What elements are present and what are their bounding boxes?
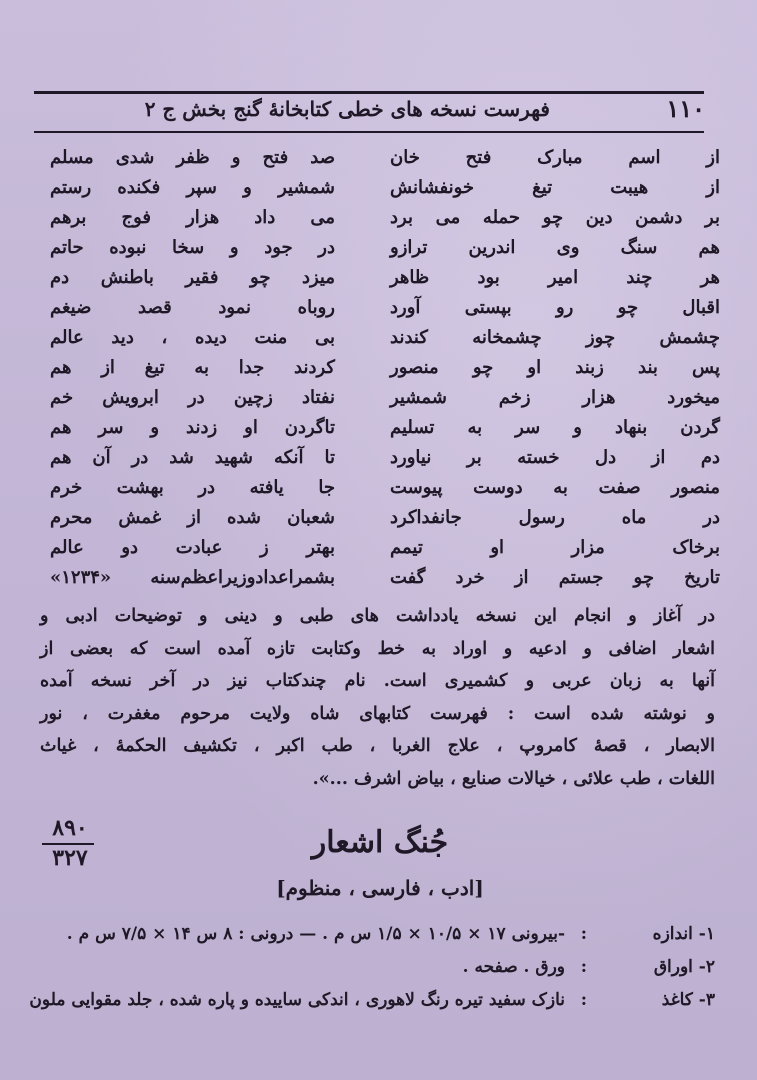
verse-line: شمشیر و سپر فکنده رستم [50, 177, 335, 198]
verse-line: جا یافته در بهشت خرم [50, 477, 335, 498]
verse-line: شعبان شده از غمش محرم [50, 507, 335, 528]
verse-line: میخورد هزار زخم شمشیر [390, 387, 720, 408]
page-number: ۱۱۰ [666, 94, 705, 123]
verse-line: منصور صفت به دوست پیوست [390, 477, 720, 498]
verse-line: روباه نمود قصد ضیغم [50, 297, 335, 318]
paragraph-line: آنها به زبان عربی و کشمیری است. نام چندکتاب نیز در آخر نسخه آمده [40, 671, 715, 691]
verse-line: گردن بنهاد و سر به تسلیم [390, 417, 720, 438]
verse-line: تاریخ چو جستم از خرد گفت [390, 567, 720, 588]
spec-value: ورق . صفحه . [462, 957, 565, 977]
paragraph-line: اللغات ، طب علائی ، خیالات صنایع ، بیاض اشرف ...». [312, 768, 715, 789]
verse-line: برخاک مزار او تیمم [390, 537, 720, 558]
header-top-rule [34, 91, 704, 94]
verse-line: دم از دل خسته بر نیاورد [390, 447, 720, 468]
catalog-number: ۳۲۷ [52, 845, 88, 871]
verse-line: هم سنگ وی اندرین ترازو [390, 237, 720, 258]
spec-label: ۱- اندازه [652, 924, 715, 944]
spec-value: نازک سفید تیره رنگ لاهوری ، اندکی ساییده و پاره شده ، جلد مقوایی ملون [29, 990, 565, 1010]
entry-number: ۸۹۰ [52, 815, 88, 841]
verse-line: می داد هزار فوج برهم [50, 207, 335, 228]
spec-label: ۳- کاغذ [661, 990, 715, 1010]
spec-label: ۲- اوراق [653, 957, 715, 977]
header-bottom-rule [34, 131, 704, 133]
entry-subtitle: [ادب ، فارسی ، منظوم] [276, 876, 484, 900]
paragraph-line: اشعار اضافی و ادعیه و اوراد به خط وکتابت تازه آمده است که بعضی از [40, 638, 715, 659]
spec-colon: : [580, 990, 587, 1010]
verse-line: در جود و سخا نبوده حاتم [50, 237, 335, 258]
running-header-title: فهرست نسخه های خطی کتابخانهٔ گنج بخش ج ۲ [144, 97, 550, 121]
paragraph-line: و نوشته شده است : فهرست کتابهای شاه ولایت مرحوم مغفرت ، نور [40, 703, 715, 724]
verse-line: کردند جدا به تیغ از هم [50, 357, 335, 378]
verse-line: بر دشمن دین چو حمله می برد [390, 207, 720, 228]
verse-line: نفتاد زچین در ابرویش خم [50, 387, 335, 408]
verse-line: هر چند امیر بود ظاهر [390, 267, 720, 288]
verse-line: پس بند زبند او چو منصور [390, 357, 720, 378]
verse-line: بهتر ز عبادت دو عالم [50, 537, 335, 558]
paragraph-line: در آغاز و انجام این نسخه یادداشت های طبی و دینی و توضیحات ادبی و [40, 606, 715, 626]
verse-line: تا آنکه شهید شد در آن هم [50, 447, 335, 468]
verse-line: از هیبت تیغ خونفشانش [390, 177, 720, 198]
verse-line: از اسم مبارک فتح خان [390, 147, 720, 168]
description-paragraph [40, 600, 715, 795]
verse-line: تاگردن او زدند و سر هم [50, 417, 335, 438]
spec-leaves [40, 951, 715, 983]
verse-line: میزد چو فقیر باطنش دم [50, 267, 335, 288]
verse-line: اقبال چو رو بپستی آورد [390, 297, 720, 318]
spec-value: -بیرونی ۱۷ × ۱۰/۵ × ۱/۵ س م . — درونی : ۸ س ۱۴ × ۷/۵ س م . [66, 924, 565, 944]
spec-colon: : [580, 957, 587, 977]
verse-line: بی منت دیده ، دید عالم [50, 327, 335, 348]
entry-title: جُنگ اشعار [311, 825, 449, 860]
verse-line: چشمش چوز چشمخانه کندند [390, 327, 720, 348]
verse-line: بشمراعدادوزیراعظم‌سنه «۱۲۳۴» [50, 567, 335, 588]
verse-line: صد فتح و ظفر شدی مسلم [50, 147, 335, 168]
spec-paper [29, 984, 715, 1016]
spec-colon: : [580, 924, 587, 944]
paragraph-line: الابصار ، قصهٔ کامروپ ، علاج الغربا ، طب اکبر ، تکشیف الحکمهٔ ، غیاث [40, 736, 715, 756]
verse-line: در ماه رسول جانفداکرد [390, 507, 720, 528]
spec-size [40, 918, 715, 950]
